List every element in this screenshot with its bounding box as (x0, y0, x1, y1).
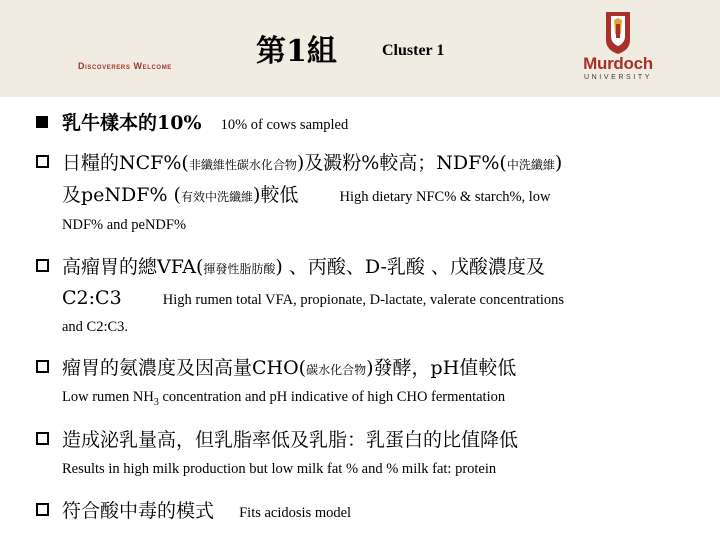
item-text-chinese-line2: C2:C3 (62, 287, 122, 309)
item-text-chinese: 日糧的NCF%(非纖維性碳水化合物)及澱粉%較高；NDF%(中洗纖維) (62, 152, 563, 174)
item-text-chinese-line2: 及peNDF% (有效中洗纖維)較低 (62, 184, 299, 206)
hollow-square-bullet-icon (36, 432, 49, 445)
item-text-english-line2: NDF% and peNDF% (62, 217, 187, 233)
item-text-english-line2: and C2:C3. (62, 319, 129, 335)
item-text-chinese: 高瘤胃的總VFA(揮發性脂肪酸) 、丙酸、D-乳酸 、戊酸濃度及 (62, 256, 545, 278)
item-text-chinese: 乳牛樣本的10% (62, 112, 202, 134)
hollow-square-bullet-icon (36, 259, 49, 272)
tagline: Discoverers Welcome (78, 61, 172, 71)
hollow-square-bullet-icon (36, 155, 49, 168)
header-band (0, 0, 720, 97)
item-text-english: High dietary NFC% & starch%, low (339, 189, 551, 205)
square-bullet-icon (36, 116, 48, 128)
logo-wordmark: Murdoch (583, 54, 653, 73)
item-text-chinese: 符合酸中毒的模式 (62, 500, 215, 522)
item-text-english: High rumen total VFA, propionate, D-lactate, valerate concentrations (162, 292, 565, 308)
item-text-english: 10% of cows sampled (220, 117, 349, 133)
item-text-english: Results in high milk production but low milk fat % and % milk fat: protein (62, 461, 497, 477)
item-text-chinese: 瘤胃的氨濃度及因高量CHO(碳水化合物)發酵，pH值較低 (62, 357, 517, 379)
item-text-chinese: 造成泌乳量高，但乳脂率低及乳脂：乳蛋白的比值降低 (62, 429, 519, 451)
hollow-square-bullet-icon (36, 360, 49, 373)
item-text-english: Fits acidosis model (239, 505, 352, 521)
slide-title-english: Cluster 1 (382, 42, 445, 59)
logo-subtitle: UNIVERSITY (583, 74, 652, 81)
hollow-square-bullet-icon (36, 503, 49, 516)
item-text-english: Low rumen $NH_3$ concentration and pH indicative of high CHO fermentation (62, 389, 506, 408)
slide-title-chinese: 第1組 (256, 34, 337, 69)
